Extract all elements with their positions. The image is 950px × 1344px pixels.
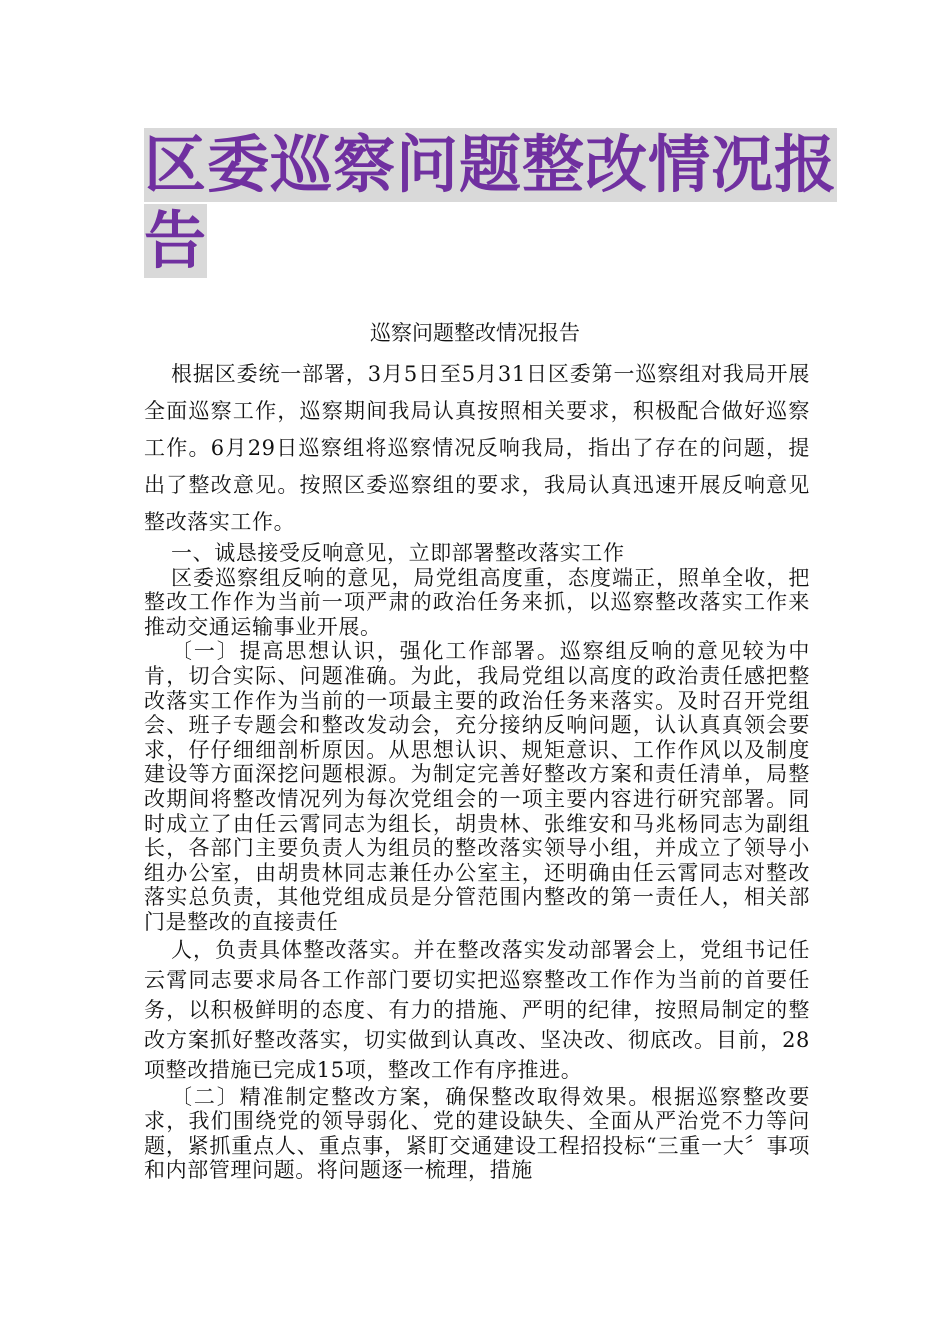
document-title-line-1: 区委巡察问题整改情况报	[144, 128, 838, 201]
paragraph-response: 区委巡察组反响的意见，局党组高度重，态度端正，照单全收，把整改工作作为当前一项严肃的政治任务来抓，以巡察整改落实工作来推动交通运输事业开展。	[144, 565, 810, 639]
paragraph-intro: 根据区委统一部署，3月5日至5月31日区委第一巡察组对我局开展全面巡察工作，巡察期间我局认真按照相关要求，积极配合做好巡察工作。6月29日巡察组将巡察情况反响我局，指出了存在的问题，提出了整改意见。按照区委巡察组的要求，我局认真迅速开展反响意见整改落实工作。	[144, 362, 810, 534]
paragraph-item-1: 〔一〕提高思想认识，强化工作部署。巡察组反响的意见较为中肯，切合实际、问题准确。为此，我局党组以高度的政治责任感把整改落实工作作为当前的一项最主要的政治任务来落实。及时召开党组会、班子专题会和整改发动会，充分接纳反响问题，认认真真领会要求，仔仔细细剖析原因。从思想认识、规矩意识、工作作风以及制度建设等方面深挖问题根源。为制定完善好整改方案和责任清单，局整改期间将整改情况列为每次党组会的一项主要内容进行研究部署。同时成立了由任云霄同志为组长，胡贵林、张维安和马兆杨同志为副组长，各部门主要负责人为组员的整改落实领导小组，并成立了领导小组办公室，由胡贵林同志兼任办公室主，还明确由任云霄同志对整改落实总负责，其他党组成员是分管范围内整改的第一责任人，相关部门是整改的直接责任	[144, 639, 810, 934]
paragraph-item-1-cont: 人，负责具体整改落实。并在整改落实发动部署会上，党组书记任云霄同志要求局各工作部门要切实把巡察整改工作作为当前的首要任务，以积极鲜明的态度、有力的措施、严明的纪律，按照局制定的整改方案抓好整改落实，切实做到认真改、坚决改、彻底改。目前，28项整改措施已完成15项，整改工作有序推进。	[144, 937, 810, 1082]
document-title-line-2: 告	[144, 204, 208, 277]
document-body	[144, 356, 810, 1183]
section-heading-1: 一、诚恳接受反响意见，立即部署整改落实工作	[171, 541, 625, 565]
tight-section	[144, 541, 810, 935]
document-subtitle: 巡察问题整改情况报告	[370, 321, 580, 345]
paragraph-item-2: 〔二〕精准制定整改方案，确保整改取得效果。根据巡察整改要求，我们围绕党的领导弱化、党的建设缺失、全面从严治党不力等问题，紧抓重点人、重点事，紧盯交通建设工程招投标“三重一大〞事项和内部管理问题。将问题逐一梳理，措施	[144, 1084, 810, 1183]
